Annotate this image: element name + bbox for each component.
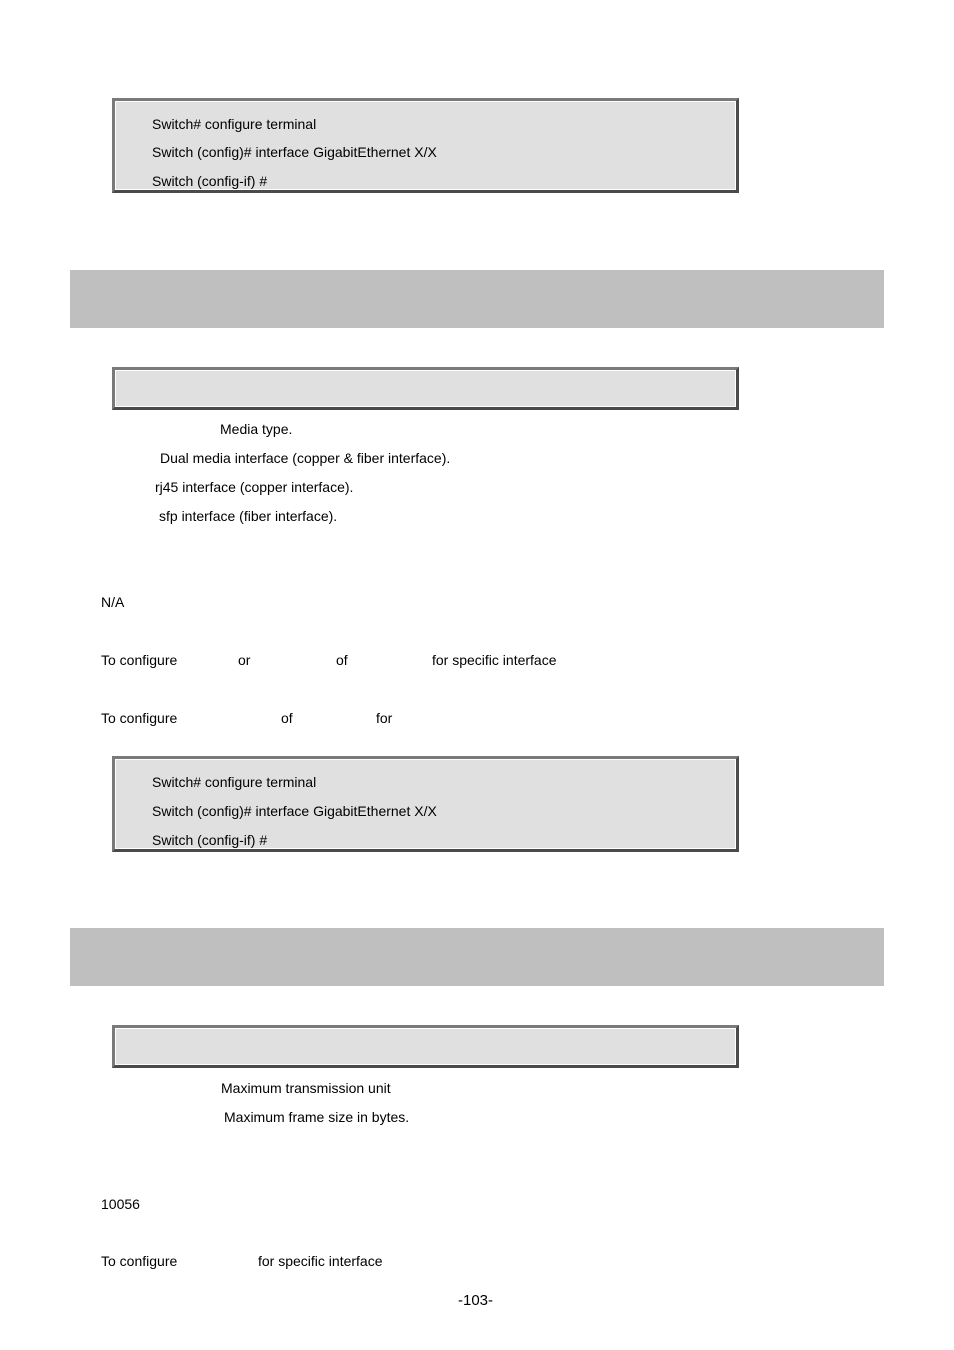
usage-text: for specific interface	[258, 1253, 383, 1269]
page-number: -103-	[458, 1292, 494, 1309]
usage-text: for specific interface	[432, 652, 557, 668]
code-line: Switch# configure terminal	[152, 116, 317, 132]
usage-text: for	[376, 710, 393, 726]
parameter-option: Dual media interface (copper & fiber interface).	[160, 450, 451, 466]
parameter-option: Maximum frame size in bytes.	[224, 1109, 410, 1125]
usage-text: To configure	[101, 710, 178, 726]
usage-text: of	[281, 710, 293, 726]
parameter-option: sfp interface (fiber interface).	[159, 508, 338, 524]
parameter-option: rj45 interface (copper interface).	[155, 479, 354, 495]
usage-text: or	[238, 652, 251, 668]
command-syntax-box	[112, 367, 739, 410]
default-value: 10056	[101, 1196, 140, 1212]
code-example-block	[112, 98, 739, 193]
usage-text: of	[336, 652, 348, 668]
code-example-block	[112, 756, 739, 852]
section-heading-band	[70, 928, 884, 986]
usage-text: To configure	[101, 652, 178, 668]
code-line: Switch (config-if) #	[152, 173, 268, 189]
parameter-description: Maximum transmission unit	[221, 1080, 391, 1096]
default-value: N/A	[101, 594, 125, 610]
parameter-description: Media type.	[220, 421, 293, 437]
usage-text: To configure	[101, 1253, 178, 1269]
code-line: Switch (config-if) #	[152, 832, 268, 848]
code-line: Switch# configure terminal	[152, 774, 317, 790]
code-line: Switch (config)# interface GigabitEthernet X/X	[152, 803, 437, 819]
command-syntax-box	[112, 1025, 739, 1068]
code-line: Switch (config)# interface GigabitEthernet X/X	[152, 144, 437, 160]
section-heading-band	[70, 270, 884, 328]
